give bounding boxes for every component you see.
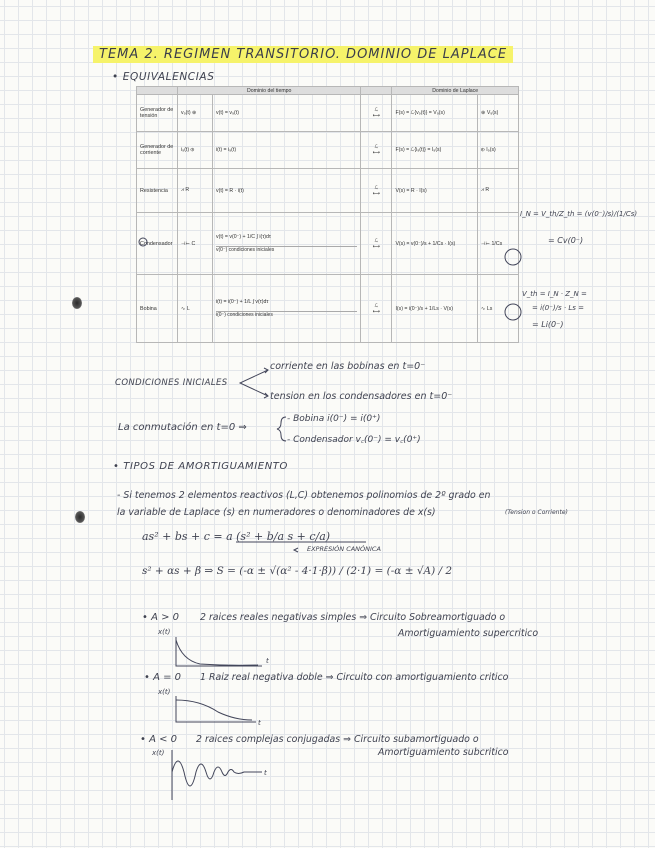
thevenin-note-3: = Li(0⁻) [532,320,564,329]
table-row: Generador de tensión v₉(t) ⊕ v(t) = v₉(t) ℒ ⟷ F(s) = ℒ{v₉(t)} = V₉(s) ⊕ V₉(s) [137,95,519,132]
brace-icon [240,370,268,396]
conmutacion-a: - Bobina i(0⁻) = i(0⁺) [287,414,381,424]
axis-ylabel: x(t) [158,628,171,636]
source-symbol: v₉(t) [181,110,191,116]
axis-xlabel: t [266,657,269,665]
roots-equation: s² + αs + β ⇒ S = (-α ± √(α² - 4·1·β)) / (2·1) = (-α ± √A) / 2 [142,565,453,577]
header-laplace: Dominio de Laplace [392,87,519,95]
circle-mark [505,249,521,265]
laplace-arrow: ℒ ⟷ [361,132,392,169]
thevenin-note-2: = i(0⁻)/s · Ls = [532,304,584,312]
paragraph-note: (Tension o Corriente) [505,509,568,516]
thevenin-note-1: V_th = I_N · Z_N = [522,290,587,298]
section-amortiguamiento: • TIPOS DE AMORTIGUAMIENTO [113,461,288,472]
time-equation: i(t) = i₉(t) [213,132,361,169]
case-description: 2 raices complejas conjugadas ⇒ Circuito subamortiguado o [196,734,479,745]
row-name: Generador de corriente [137,132,178,169]
inductor-icon: ∿ [181,305,186,312]
capacitor-icon: ⊣⊢ [181,240,191,247]
case-condition: • A > 0 [142,612,180,623]
table-row: Generador de corriente i₉(t) ⦶ i(t) = i₉(t) ℒ ⟷ F(s) = ℒ{i₉(t)} = I₉(s) ⦶ I₉(s) [137,132,519,169]
voltage-source-icon: ⊕ [481,110,486,116]
current-source-icon: ⦶ [190,146,195,153]
laplace-equation: F(s) = ℒ{i₉(t)} = I₉(s) [392,132,478,169]
curve-critical [176,700,252,720]
axis-ylabel: x(t) [158,688,171,696]
paragraph-line-1: - Si tenemos 2 elementos reactivos (L,C) obtenemos polinomios de 2º grado en [117,490,491,501]
cond-iniciales-a: corriente en las bobinas en t=0⁻ [270,361,426,372]
curve-underdamped [172,761,262,786]
laplace-equation: I(s) = i(0⁻)/s + 1/Ls · V(s) [392,275,478,343]
conmutacion-b: - Condensador v꜀(0⁻) = v꜀(0⁺) [287,435,421,445]
axes-case-2 [176,696,256,722]
case-description-2: Amortiguamiento subcritico [378,747,509,758]
table-row: Condensador ⊣⊢ C v(t) = v(0⁻) + 1/C ∫ i(τ)dτ v(0⁻) condiciones iniciales ℒ ⟷ V(s) = v(0⁻)/s + 1/Cs · I(s) ⊣⊢ 1/Cs [137,213,519,275]
case-description-2: Amortiguamiento supercritico [398,628,539,639]
laplace-equation: F(s) = ℒ{v₉(t)} = V₉(s) [392,95,478,132]
circle-mark [139,238,147,246]
arrow-icon [294,548,298,552]
time-equation: v(t) = v₉(t) [213,95,361,132]
cond-iniciales-b: tension en los condensadores en t=0⁻ [270,391,453,402]
paragraph-line-2: la variable de Laplace (s) en numeradores o denominadores de x(s) [117,507,436,518]
axis-ylabel: x(t) [152,749,165,757]
axes-case-1 [176,637,262,666]
row-name: Bobina [137,275,178,343]
resistor-icon: ⩘ [481,187,484,193]
case-description: 1 Raiz real negativa doble ⇒ Circuito con amortiguamiento critico [200,672,509,683]
axis-xlabel: t [264,769,267,777]
norton-note-1: I_N = V_th/Z_th = (v(0⁻)/s)/(1/Cs) [520,210,638,218]
resistor-icon: ⩘ [181,187,184,193]
initial-conditions-note: v(0⁻) condiciones iniciales [216,246,357,253]
table-row: Bobina ∿ L i(t) = i(0⁻) + 1/L ∫ v(τ)dτ i(0⁻) condiciones iniciales ℒ ⟷ I(s) = i(0⁻)/s + 1/Ls · V(s) ∿ Ls [137,275,519,343]
case-description: 2 raices reales negativas simples ⇒ Circuito Sobreamortiguado o [200,612,506,623]
cond-iniciales-label: CONDICIONES INICIALES [115,378,228,388]
axis-xlabel: t [258,719,261,727]
case-condition: • A = 0 [144,672,182,683]
laplace-equation: V(s) = R · I(s) [392,169,478,213]
capacitor-icon: ⊣⊢ [481,240,491,247]
time-equation: i(t) = i(0⁻) + 1/L ∫ v(τ)dτ [216,299,269,305]
current-source-icon: ⦶ [481,146,485,153]
time-equation: v(t) = R · i(t) [213,169,361,213]
conmutacion-label: La conmutación en t=0 ⇒ [118,422,247,433]
laplace-equation: V(s) = v(0⁻)/s + 1/Cs · I(s) [392,213,478,275]
canonical-note: EXPRESIÓN CANÓNICA [307,545,381,553]
curve-overdamped [176,640,258,665]
initial-conditions-note: i(0⁻) condiciones iniciales [216,311,357,318]
circle-mark [505,304,521,320]
voltage-source-icon: ⊕ [192,110,197,116]
page-title: TEMA 2. REGIMEN TRANSITORIO. DOMINIO DE LAPLACE [93,46,513,63]
row-name: Resistencia [137,169,178,213]
time-equation: v(t) = v(0⁻) + 1/C ∫ i(τ)dτ [216,234,271,240]
laplace-arrow: ℒ ⟷ [361,169,392,213]
laplace-arrow: ℒ ⟷ [361,95,392,132]
canonical-equation: as² + bs + c = a (s² + b/a s + c/a) [142,530,331,543]
laplace-arrow: ℒ ⟷ [361,275,392,343]
row-name: Condensador [137,213,178,275]
table-row: Resistencia ⩘ R v(t) = R · i(t) ℒ ⟷ V(s) = R · I(s) ⩘ R [137,169,519,213]
laplace-arrow: ℒ ⟷ [361,213,392,275]
brace-icon [277,417,286,441]
case-condition: • A < 0 [140,734,178,745]
inductor-icon: ∿ [481,305,486,312]
norton-note-2: = Cv(0⁻) [548,236,584,245]
header-time: Dominio del tiempo [178,87,361,95]
row-name: Generador de tensión [137,95,178,132]
section-equivalencias: • EQUIVALENCIAS [112,71,215,83]
